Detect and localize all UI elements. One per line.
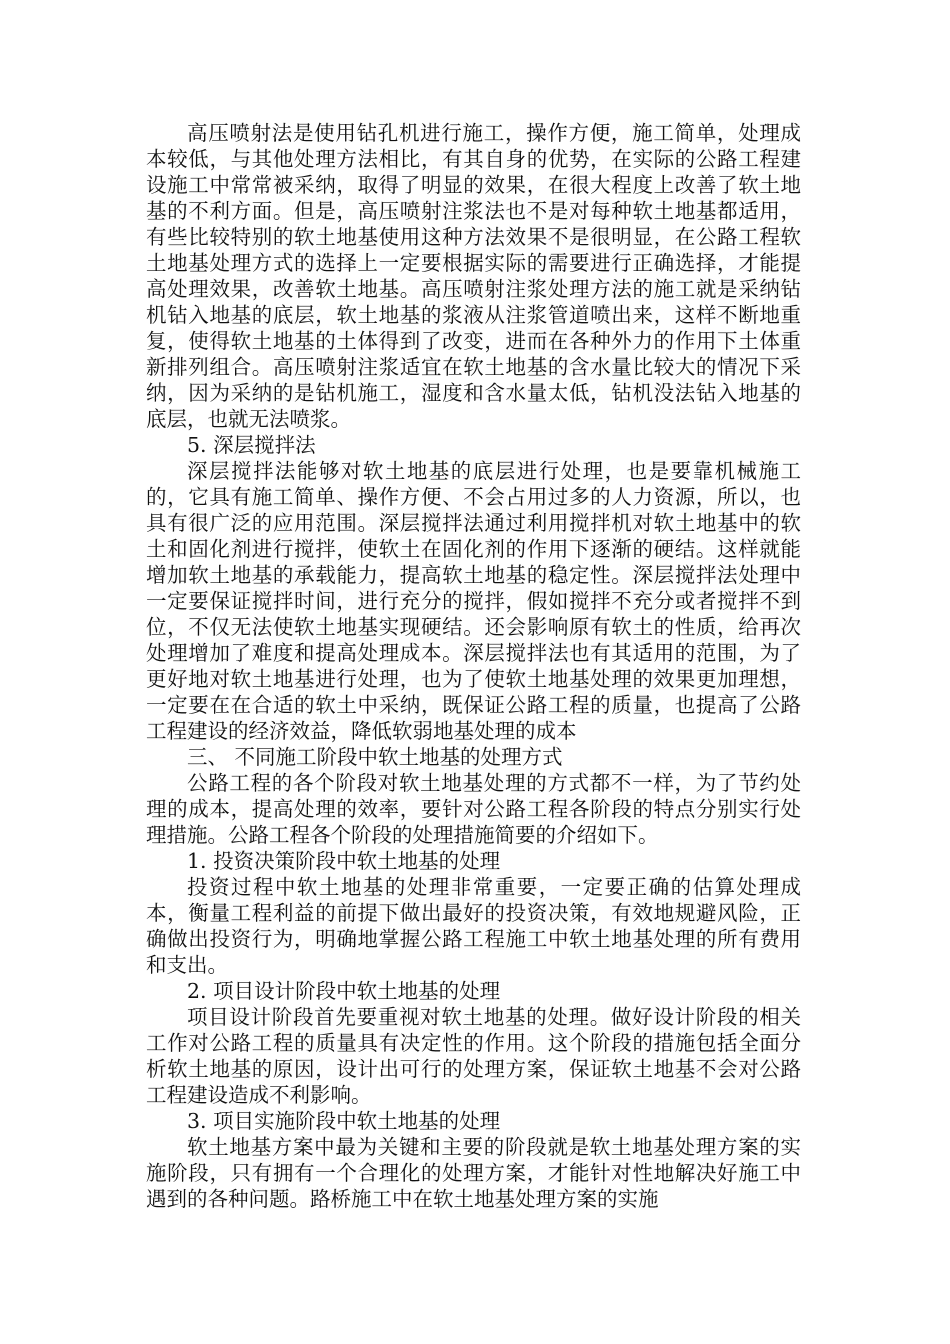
heading-implementation-stage: 3. 项目实施阶段中软土地基的处理 bbox=[187, 1109, 501, 1133]
heading-deep-mixing: 5. 深层搅拌法 bbox=[187, 433, 316, 457]
heading-investment-stage: 1. 投资决策阶段中软土地基的处理 bbox=[187, 849, 501, 873]
paragraph-high-pressure-jet: 高压喷射法是使用钻孔机进行施工，操作方便，施工简单，处理成本较低，与其他处理方法相比，有其自身的优势，在实际的公路工程建设施工中常常被采纳，取得了明显的效果，在很大程度上改善了软土地基的不利方面。但是，高压喷射注浆法也不是对每种软土地基都适用，有些比较特别的软土地基使用这种方法效果不是很明显，在公路工程软土地基处理方式的选择上一定要根据实际的需要进行正确选择，才能提高处理效果，改善软土地基。高压喷射注浆处理方法的施工就是采纳钻机钻入地基的底层，软土地基的浆液从注浆管道喷出来，这样不断地重复，使得软土地基的土体得到了改变，进而在各种外力的作用下土体重新排列组合。高压喷射注浆适宜在软土地基的含水量比较大的情况下采纳，因为采纳的是钻机施工，湿度和含水量太低，钻机没法钻入地基的底层，也就无法喷浆。 bbox=[146, 121, 801, 431]
heading-design-stage: 2. 项目设计阶段中软土地基的处理 bbox=[187, 979, 501, 1003]
paragraph-design-stage: 项目设计阶段首先要重视对软土地基的处理。做好设计阶段的相关工作对公路工程的质量具有决定性的作用。这个阶段的措施包括全面分析软土地基的原因，设计出可行的处理方案，保证软土地基不会对公路工程建设造成不利影响。 bbox=[146, 1005, 801, 1107]
paragraph-deep-mixing: 深层搅拌法能够对软土地基的底层进行处理，也是要靠机械施工的，它具有施工简单、操作方便、不会占用过多的人力资源，所以，也具有很广泛的应用范围。深层搅拌法通过利用搅拌机对软土地基中的软土和固化剂进行搅拌，使软土在固化剂的作用下逐渐的硬结。这样就能增加软土地基的承载能力，提高软土地基的稳定性。深层搅拌法处理中一定要保证搅拌时间，进行充分的搅拌，假如搅拌不充分或者搅拌不到位，不仅无法使软土地基实现硬结。还会影响原有软土的性质，给再次处理增加了难度和提高处理成本。深层搅拌法也有其适用的范围，为了更好地对软土地基进行处理，也为了使软土地基处理的效果更加理想，一定要在在合适的软土中采纳，既保证公路工程的质量，也提高了公路工程建设的经济效益，降低软弱地基处理的成本 bbox=[146, 459, 801, 743]
heading-section-three: 三、 不同施工阶段中软土地基的处理方式 bbox=[187, 745, 563, 769]
document-page bbox=[146, 120, 801, 1212]
paragraph-implementation-stage: 软土地基方案中最为关键和主要的阶段就是软土地基处理方案的实施阶段，只有拥有一个合理化的处理方案，才能针对性地解决好施工中遇到的各种问题。路桥施工中在软土地基处理方案的实施 bbox=[146, 1135, 801, 1211]
paragraph-section-three-intro: 公路工程的各个阶段对软土地基处理的方式都不一样，为了节约处理的成本，提高处理的效率，要针对公路工程各阶段的特点分别实行处理措施。公路工程各个阶段的处理措施简要的介绍如下。 bbox=[146, 771, 801, 847]
paragraph-investment-stage: 投资过程中软土地基的处理非常重要，一定要正确的估算处理成本，衡量工程利益的前提下做出最好的投资决策，有效地规避风险，正确做出投资行为，明确地掌握公路工程施工中软土地基处理的所有费用和支出。 bbox=[146, 875, 801, 977]
